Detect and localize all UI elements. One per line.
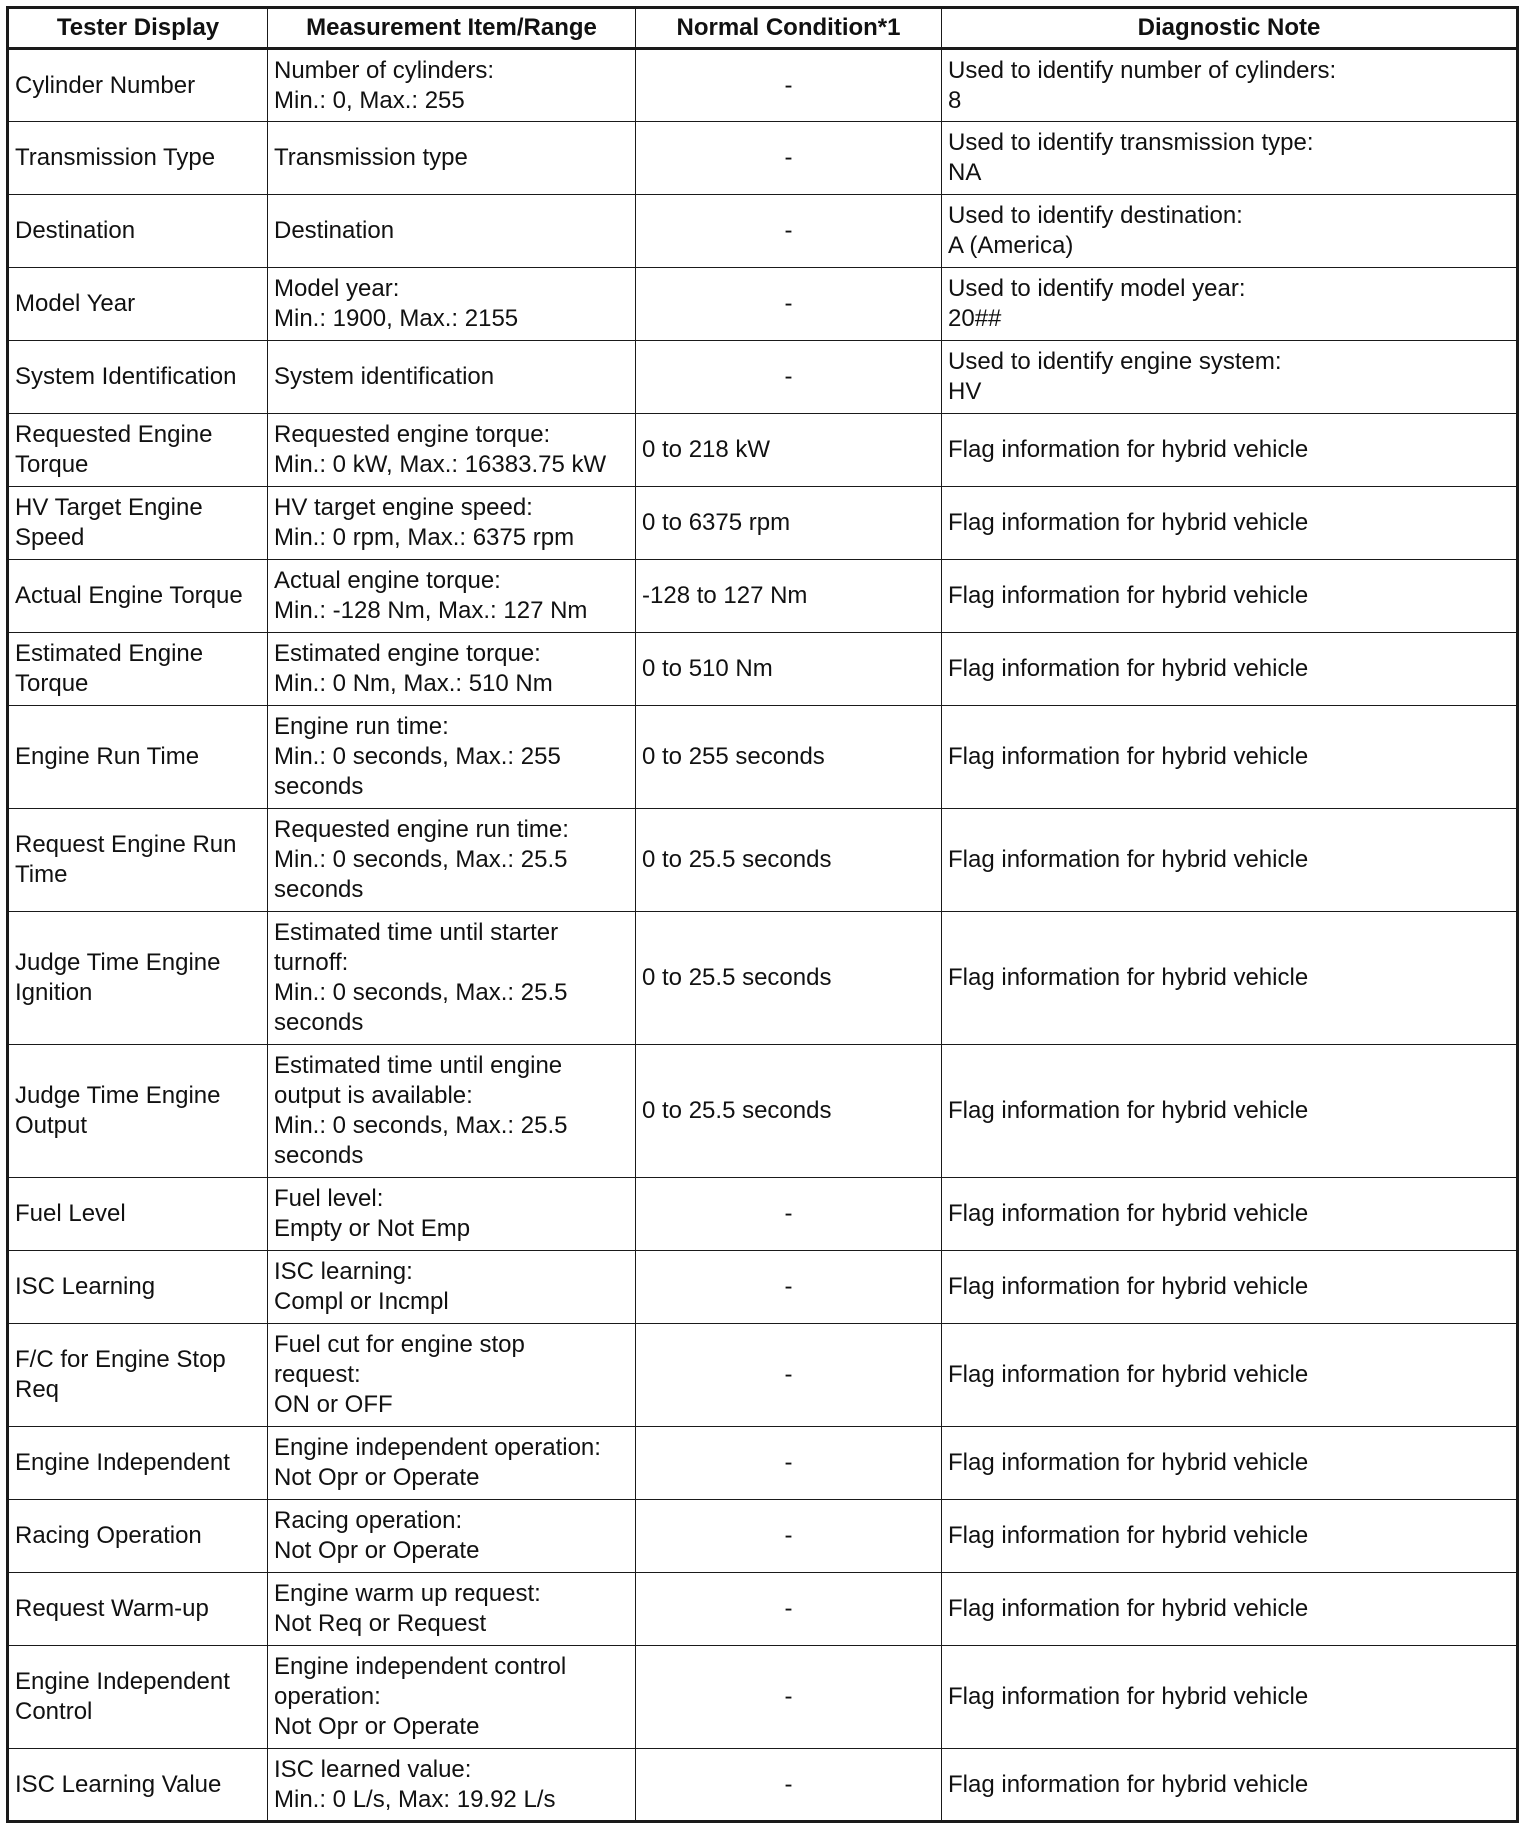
cell-tester-display: Destination [8, 195, 268, 268]
cell-measurement: Engine warm up request: Not Req or Request [268, 1573, 636, 1646]
cell-tester-display: Judge Time Engine Output [8, 1045, 268, 1178]
cell-diagnostic-note: Flag information for hybrid vehicle [942, 1500, 1518, 1573]
cell-normal-condition: - [636, 1646, 942, 1749]
cell-diagnostic-note: Flag information for hybrid vehicle [942, 1427, 1518, 1500]
cell-tester-display: System Identification [8, 341, 268, 414]
cell-diagnostic-note: Used to identify destination: A (America) [942, 195, 1518, 268]
cell-tester-display: Judge Time Engine Ignition [8, 912, 268, 1045]
table-row [8, 706, 1518, 809]
cell-measurement: Actual engine torque: Min.: -128 Nm, Max.: 127 Nm [268, 560, 636, 633]
table-row [8, 195, 1518, 268]
cell-measurement: Estimated time until starter turnoff: Min.: 0 seconds, Max.: 25.5 seconds [268, 912, 636, 1045]
cell-diagnostic-note: Flag information for hybrid vehicle [942, 912, 1518, 1045]
table-row [8, 1500, 1518, 1573]
table-row [8, 1427, 1518, 1500]
cell-measurement: Fuel level: Empty or Not Emp [268, 1178, 636, 1251]
cell-normal-condition: - [636, 1427, 942, 1500]
cell-diagnostic-note: Flag information for hybrid vehicle [942, 1178, 1518, 1251]
header-tester-display: Tester Display [8, 8, 268, 49]
cell-tester-display: ISC Learning [8, 1251, 268, 1324]
cell-measurement: Engine independent operation: Not Opr or Operate [268, 1427, 636, 1500]
cell-measurement: Requested engine torque: Min.: 0 kW, Max.: 16383.75 kW [268, 414, 636, 487]
cell-diagnostic-note: Flag information for hybrid vehicle [942, 633, 1518, 706]
cell-measurement: Number of cylinders: Min.: 0, Max.: 255 [268, 49, 636, 122]
cell-tester-display: Cylinder Number [8, 49, 268, 122]
header-normal-condition: Normal Condition*1 [636, 8, 942, 49]
cell-measurement: ISC learned value: Min.: 0 L/s, Max: 19.92 L/s [268, 1749, 636, 1822]
cell-measurement: System identification [268, 341, 636, 414]
cell-measurement: Model year: Min.: 1900, Max.: 2155 [268, 268, 636, 341]
cell-diagnostic-note: Flag information for hybrid vehicle [942, 414, 1518, 487]
cell-normal-condition: 0 to 218 kW [636, 414, 942, 487]
cell-measurement: Fuel cut for engine stop request: ON or OFF [268, 1324, 636, 1427]
table-row [8, 268, 1518, 341]
table-row [8, 809, 1518, 912]
cell-normal-condition: -128 to 127 Nm [636, 560, 942, 633]
table-row [8, 1251, 1518, 1324]
cell-normal-condition: 0 to 510 Nm [636, 633, 942, 706]
cell-normal-condition: 0 to 25.5 seconds [636, 912, 942, 1045]
cell-tester-display: Actual Engine Torque [8, 560, 268, 633]
cell-normal-condition: - [636, 122, 942, 195]
cell-diagnostic-note: Flag information for hybrid vehicle [942, 560, 1518, 633]
cell-tester-display: F/C for Engine Stop Req [8, 1324, 268, 1427]
cell-diagnostic-note: Flag information for hybrid vehicle [942, 1749, 1518, 1822]
cell-measurement: Estimated engine torque: Min.: 0 Nm, Max.: 510 Nm [268, 633, 636, 706]
cell-measurement: ISC learning: Compl or Incmpl [268, 1251, 636, 1324]
cell-tester-display: Engine Independent [8, 1427, 268, 1500]
cell-diagnostic-note: Flag information for hybrid vehicle [942, 1324, 1518, 1427]
header-row [8, 8, 1518, 49]
cell-diagnostic-note: Used to identify number of cylinders: 8 [942, 49, 1518, 122]
cell-normal-condition: 0 to 6375 rpm [636, 487, 942, 560]
cell-tester-display: Estimated Engine Torque [8, 633, 268, 706]
cell-normal-condition: - [636, 1500, 942, 1573]
cell-normal-condition: - [636, 268, 942, 341]
cell-tester-display: Request Warm-up [8, 1573, 268, 1646]
cell-measurement: Destination [268, 195, 636, 268]
cell-measurement: Requested engine run time: Min.: 0 seconds, Max.: 25.5 seconds [268, 809, 636, 912]
cell-diagnostic-note: Flag information for hybrid vehicle [942, 1573, 1518, 1646]
cell-normal-condition: - [636, 1573, 942, 1646]
table-row [8, 1646, 1518, 1749]
cell-measurement: Transmission type [268, 122, 636, 195]
header-measurement: Measurement Item/Range [268, 8, 636, 49]
cell-tester-display: Engine Independent Control [8, 1646, 268, 1749]
cell-normal-condition: 0 to 25.5 seconds [636, 809, 942, 912]
cell-measurement: HV target engine speed: Min.: 0 rpm, Max.: 6375 rpm [268, 487, 636, 560]
cell-normal-condition: - [636, 1178, 942, 1251]
table-row [8, 1178, 1518, 1251]
table-row [8, 912, 1518, 1045]
table-row [8, 122, 1518, 195]
cell-measurement: Racing operation: Not Opr or Operate [268, 1500, 636, 1573]
cell-tester-display: Model Year [8, 268, 268, 341]
cell-tester-display: HV Target Engine Speed [8, 487, 268, 560]
cell-measurement: Estimated time until engine output is available: Min.: 0 seconds, Max.: 25.5 seconds [268, 1045, 636, 1178]
cell-tester-display: ISC Learning Value [8, 1749, 268, 1822]
table-row [8, 414, 1518, 487]
table-row [8, 1045, 1518, 1178]
table-row [8, 341, 1518, 414]
cell-tester-display: Request Engine Run Time [8, 809, 268, 912]
cell-normal-condition: - [636, 195, 942, 268]
cell-tester-display: Requested Engine Torque [8, 414, 268, 487]
header-diagnostic-note: Diagnostic Note [942, 8, 1518, 49]
cell-tester-display: Transmission Type [8, 122, 268, 195]
cell-diagnostic-note: Used to identify model year: 20## [942, 268, 1518, 341]
cell-tester-display: Fuel Level [8, 1178, 268, 1251]
cell-diagnostic-note: Flag information for hybrid vehicle [942, 809, 1518, 912]
cell-diagnostic-note: Flag information for hybrid vehicle [942, 1251, 1518, 1324]
cell-tester-display: Engine Run Time [8, 706, 268, 809]
cell-normal-condition: 0 to 25.5 seconds [636, 1045, 942, 1178]
table-row [8, 1573, 1518, 1646]
cell-normal-condition: - [636, 1251, 942, 1324]
cell-measurement: Engine run time: Min.: 0 seconds, Max.: 255 seconds [268, 706, 636, 809]
cell-normal-condition: - [636, 49, 942, 122]
table-row [8, 560, 1518, 633]
cell-measurement: Engine independent control operation: Not Opr or Operate [268, 1646, 636, 1749]
cell-diagnostic-note: Flag information for hybrid vehicle [942, 706, 1518, 809]
cell-diagnostic-note: Flag information for hybrid vehicle [942, 487, 1518, 560]
data-list-table [6, 6, 1519, 1823]
cell-normal-condition: 0 to 255 seconds [636, 706, 942, 809]
cell-normal-condition: - [636, 341, 942, 414]
cell-diagnostic-note: Flag information for hybrid vehicle [942, 1646, 1518, 1749]
cell-diagnostic-note: Used to identify transmission type: NA [942, 122, 1518, 195]
table-row [8, 633, 1518, 706]
table-row [8, 1749, 1518, 1822]
cell-diagnostic-note: Used to identify engine system: HV [942, 341, 1518, 414]
table-row [8, 1324, 1518, 1427]
table-row [8, 49, 1518, 122]
cell-tester-display: Racing Operation [8, 1500, 268, 1573]
cell-diagnostic-note: Flag information for hybrid vehicle [942, 1045, 1518, 1178]
cell-normal-condition: - [636, 1324, 942, 1427]
table-row [8, 487, 1518, 560]
cell-normal-condition: - [636, 1749, 942, 1822]
